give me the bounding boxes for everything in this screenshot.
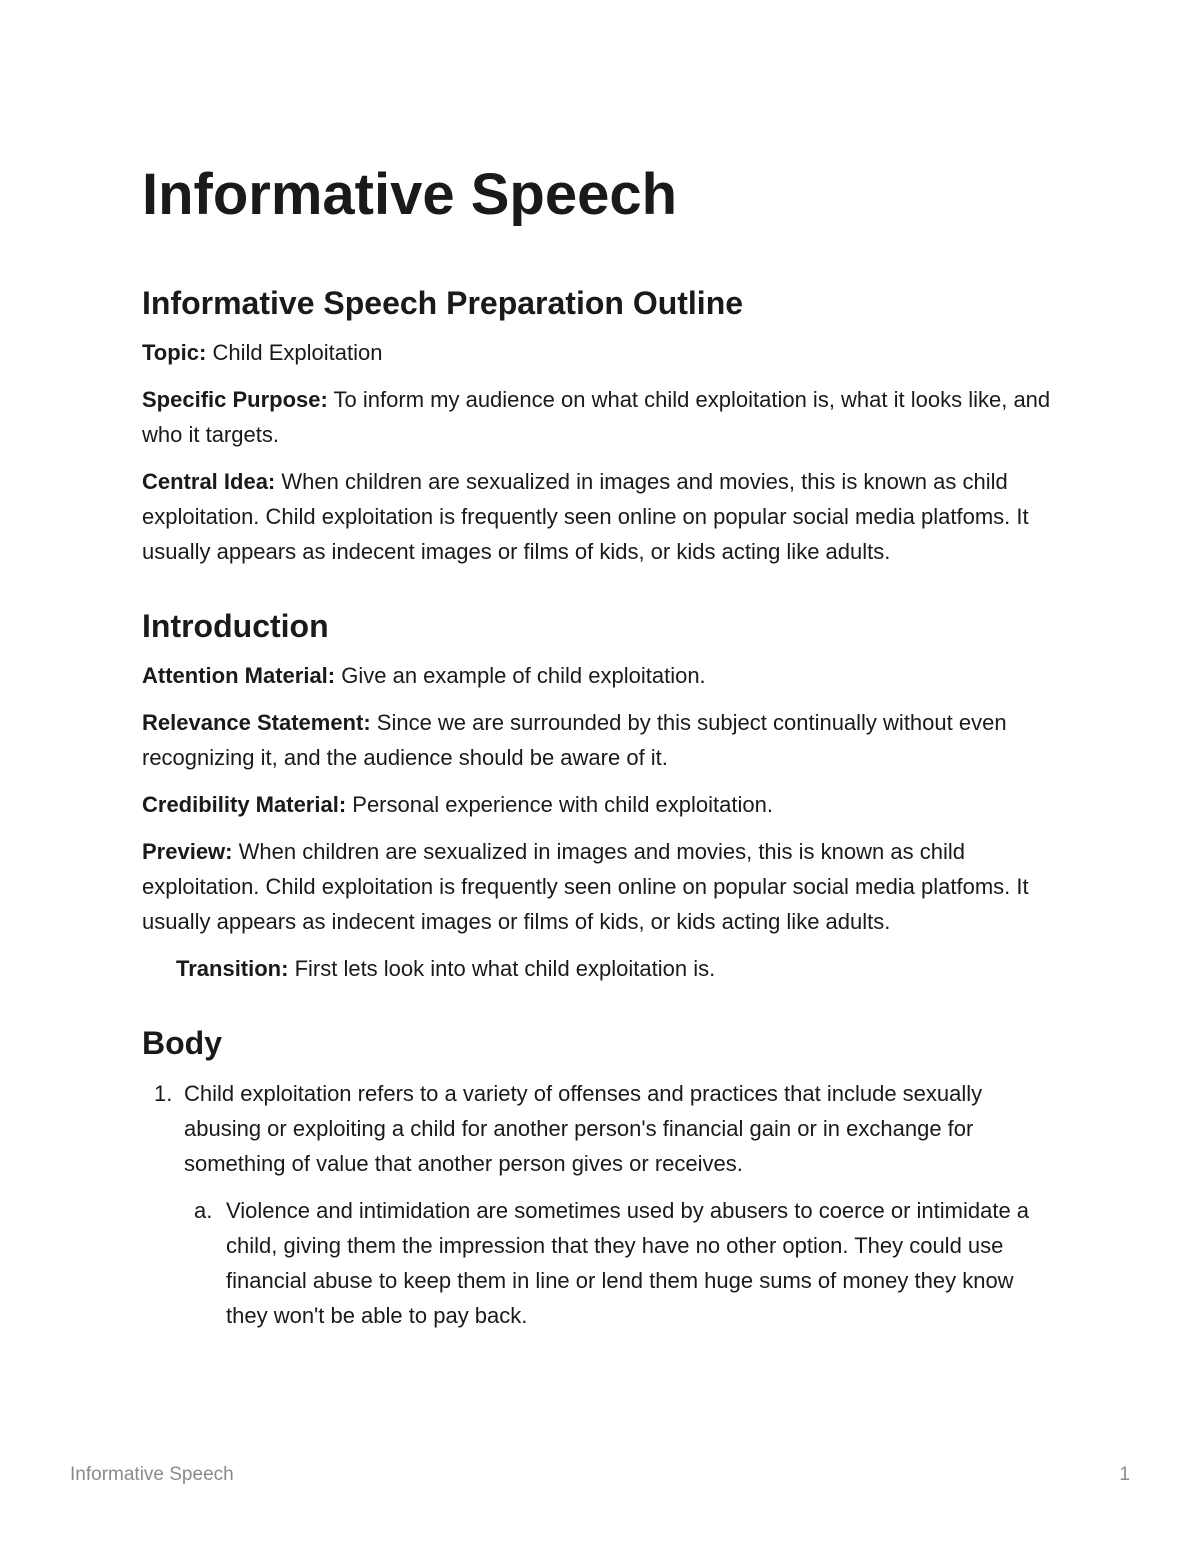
credibility-paragraph — [142, 787, 1052, 822]
transition-text: First lets look into what child exploitation is. — [288, 956, 716, 982]
page-number: 1 — [1119, 1464, 1130, 1485]
preview-label: Preview: — [142, 839, 233, 865]
attention-text: Give an example of child exploitation. — [335, 663, 706, 689]
sub-list-marker: a. — [194, 1197, 213, 1223]
central-idea-paragraph — [142, 464, 1052, 569]
relevance-label: Relevance Statement: — [142, 710, 371, 736]
topic-text: Child Exploitation — [206, 339, 383, 365]
topic-label: Topic: — [142, 339, 207, 365]
relevance-text: Since we are surrounded by this subject continually without even recognizing it, and the audience should be aware of it. — [142, 710, 1007, 771]
body-list — [142, 1076, 1052, 1333]
topic-paragraph — [142, 335, 1052, 370]
preview-text: When children are sexualized in images and movies, this is known as child exploitation. Child exploitation is frequently seen online on popular social media platfoms. It usually appears as indecent images or films of kids, or kids acting like adults. — [142, 839, 1029, 935]
page-footer — [70, 1464, 1130, 1486]
attention-paragraph — [142, 658, 1052, 693]
document-title: Informative Speech — [142, 162, 678, 227]
sub-list-item — [184, 1193, 1052, 1333]
attention-label: Attention Material: — [142, 663, 336, 689]
document-content — [142, 160, 1052, 1333]
introduction-heading: Introduction — [142, 607, 329, 644]
relevance-paragraph — [142, 705, 1052, 775]
credibility-label: Credibility Material: — [142, 792, 347, 818]
specific-purpose-label: Specific Purpose: — [142, 386, 328, 412]
central-idea-text: When children are sexualized in images and movies, this is known as child exploitation. Child exploitation is frequently seen online on popular social media platfoms. It usually appears as indecent images or films of kids, or kids acting like adults. — [142, 468, 1029, 564]
specific-purpose-paragraph — [142, 382, 1052, 452]
list-marker: 1. — [154, 1080, 173, 1106]
list-item-text: Child exploitation refers to a variety of offenses and practices that include sexually abusing or exploiting a child for another person's financial gain or in exchange for something of value that another person gives or receives. — [184, 1080, 983, 1176]
sub-list-item-text: Violence and intimidation are sometimes used by abusers to coerce or intimidate a child, giving them the impression that they have no other option. They could use financial abuse to keep them in line or lend them huge sums of money they know they won't be able to pay back. — [226, 1197, 1030, 1328]
outline-heading: Informative Speech Preparation Outline — [142, 284, 744, 321]
footer-title: Informative Speech — [70, 1464, 234, 1485]
transition-paragraph — [142, 951, 1052, 986]
specific-purpose-text: To inform my audience on what child exploitation is, what it looks like, and who it targets. — [142, 386, 1051, 447]
central-idea-label: Central Idea: — [142, 468, 276, 494]
transition-label: Transition: — [176, 956, 289, 982]
preview-paragraph — [142, 834, 1052, 939]
body-heading: Body — [142, 1025, 222, 1062]
list-item — [142, 1076, 1052, 1181]
credibility-text: Personal experience with child exploitation. — [346, 792, 773, 818]
